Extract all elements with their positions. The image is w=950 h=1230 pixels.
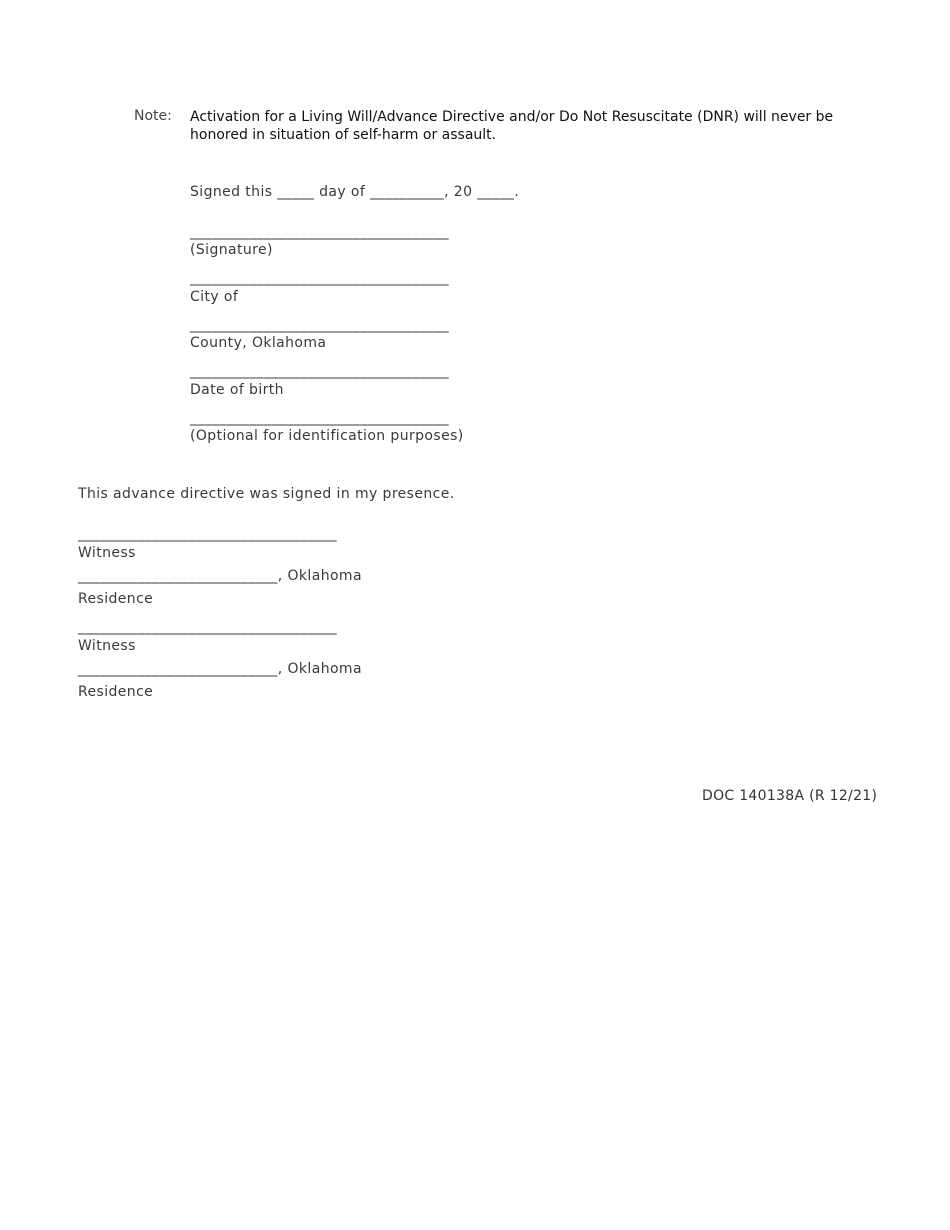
optional-label: (Optional for identification purposes): [190, 428, 464, 444]
signature-label: (Signature): [190, 242, 273, 258]
dob-label: Date of birth: [190, 382, 284, 398]
witness-2-residence-blank[interactable]: ___________________________, Oklahoma: [78, 661, 362, 677]
form-number: DOC 140138A (R 12/21): [702, 788, 878, 804]
witness-2-residence-label: Residence: [78, 684, 154, 700]
note-text: Activation for a Living Will/Advance Directive and/or Do Not Resuscitate (DNR) will never be honored in situation of self-harm or assault.: [190, 109, 834, 143]
presence-statement: This advance directive was signed in my presence.: [78, 486, 455, 502]
city-label: City of: [190, 289, 239, 305]
dob-blank[interactable]: ___________________________________: [190, 363, 449, 379]
city-blank[interactable]: ___________________________________: [190, 270, 449, 286]
note-label: Note:: [134, 108, 172, 124]
signature-blank[interactable]: ___________________________________: [190, 224, 449, 240]
signed-date-line[interactable]: Signed this _____ day of __________, 20 _____.: [190, 184, 520, 200]
witness-1-residence-blank[interactable]: ___________________________, Oklahoma: [78, 568, 362, 584]
witness-2-label: Witness: [78, 638, 136, 654]
county-label: County, Oklahoma: [190, 335, 327, 351]
witness-1-signature-blank[interactable]: ___________________________________: [78, 526, 337, 542]
witness-1-label: Witness: [78, 545, 136, 561]
witness-2-signature-blank[interactable]: ___________________________________: [78, 619, 337, 635]
witness-1-residence-label: Residence: [78, 591, 154, 607]
id-blank[interactable]: ___________________________________: [190, 410, 449, 426]
county-blank[interactable]: ___________________________________: [190, 317, 449, 333]
